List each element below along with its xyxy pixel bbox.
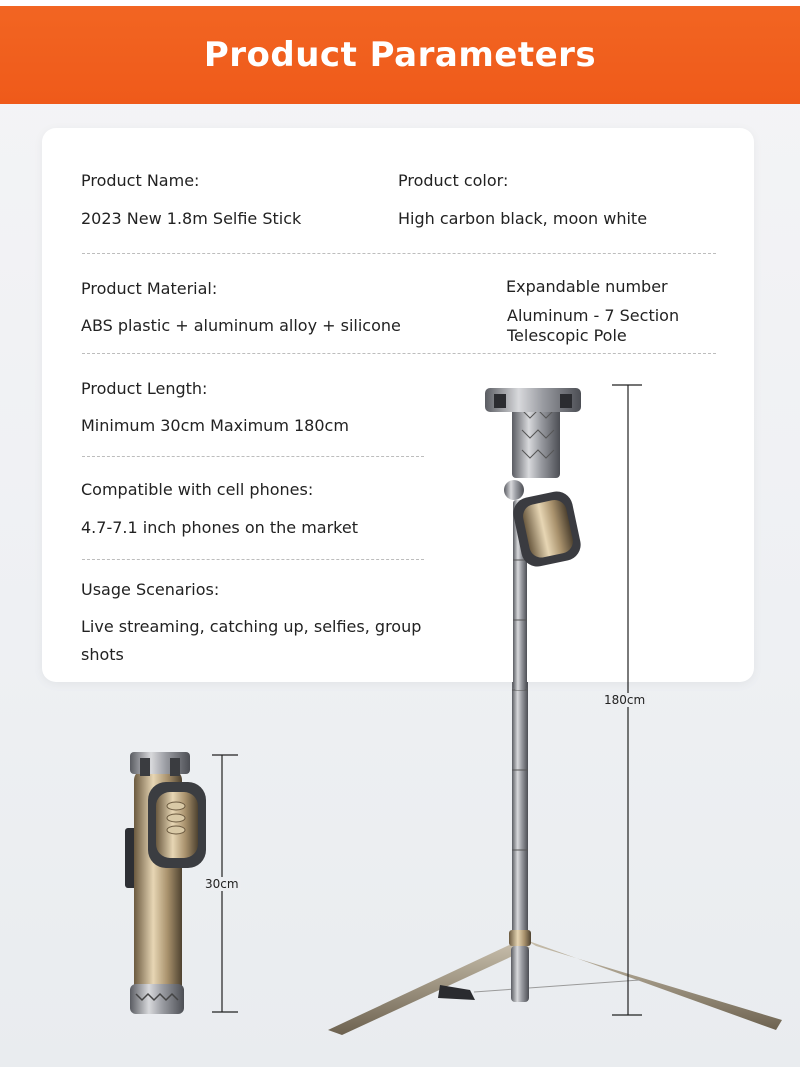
compatible-phones-value: 4.7-7.1 inch phones on the market (81, 518, 358, 537)
product-color-label: Product color: (398, 171, 509, 190)
divider (82, 353, 716, 354)
product-material-value: ABS plastic + aluminum alloy + silicone (81, 316, 401, 335)
usage-scenarios-value: Live streaming, catching up, selfies, group shots (81, 617, 422, 664)
page-title: Product Parameters (203, 35, 597, 75)
divider (82, 456, 424, 457)
product-color-value: High carbon black, moon white (398, 209, 648, 228)
divider (82, 253, 716, 254)
compatible-phones-label: Compatible with cell phones: (81, 480, 314, 499)
expandable-number-value: Aluminum - 7 Section Telescopic Pole (507, 306, 680, 345)
product-name-value: 2023 New 1.8m Selfie Stick (81, 209, 302, 228)
expandable-number-label: Expandable number (506, 277, 668, 296)
product-material-label: Product Material: (81, 279, 218, 298)
height-30cm-label: 30cm (205, 877, 239, 891)
product-length-value: Minimum 30cm Maximum 180cm (81, 416, 349, 435)
height-180cm-label: 180cm (604, 693, 646, 707)
product-name-label: Product Name: (81, 171, 200, 190)
header-banner (0, 6, 800, 104)
divider (82, 559, 424, 560)
usage-scenarios-label: Usage Scenarios: (81, 580, 220, 599)
product-length-label: Product Length: (81, 379, 208, 398)
